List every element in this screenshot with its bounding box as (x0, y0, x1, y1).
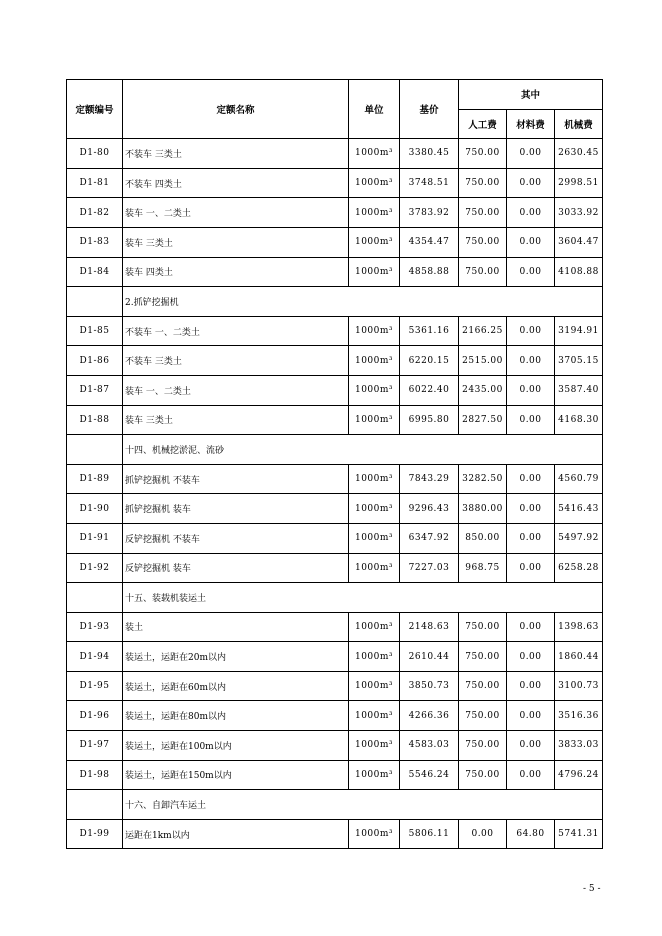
cell-machinery: 4108.88 (555, 257, 603, 287)
cell-labor: 750.00 (459, 612, 507, 642)
header-base-price: 基价 (400, 80, 459, 139)
cell-base-price: 6022.40 (400, 375, 459, 405)
cell-name: 装运土，运距在150m以内 (123, 760, 349, 790)
header-material: 材料费 (507, 109, 555, 139)
table-row (67, 760, 603, 790)
header-code: 定额编号 (67, 80, 123, 139)
cell-labor: 2827.50 (459, 405, 507, 435)
cell-name: 不装车 一、二类土 (123, 316, 349, 346)
cell-code: D1-81 (67, 168, 123, 198)
cell-unit: 1000m³ (349, 819, 400, 849)
cell-material: 0.00 (507, 701, 555, 731)
cell-labor: 3282.50 (459, 464, 507, 494)
cell-code: D1-97 (67, 731, 123, 761)
cell-unit: 1000m³ (349, 464, 400, 494)
table-row (67, 405, 603, 435)
cell-base-price: 7843.29 (400, 464, 459, 494)
cell-machinery: 3194.91 (555, 316, 603, 346)
cell-unit: 1000m³ (349, 227, 400, 257)
cell-name: 运距在1km以内 (123, 819, 349, 849)
table-row (67, 257, 603, 287)
cell-code: D1-85 (67, 316, 123, 346)
section-row (67, 790, 603, 820)
cell-labor: 750.00 (459, 198, 507, 228)
cell-machinery: 3033.92 (555, 198, 603, 228)
cell-code: D1-87 (67, 375, 123, 405)
cell-code: D1-90 (67, 494, 123, 524)
cell-code: D1-98 (67, 760, 123, 790)
cell-base-price: 9296.43 (400, 494, 459, 524)
cell-labor: 750.00 (459, 760, 507, 790)
cell-machinery: 3705.15 (555, 346, 603, 376)
cell-machinery: 3100.73 (555, 671, 603, 701)
cell-labor: 750.00 (459, 168, 507, 198)
cell-material: 0.00 (507, 553, 555, 583)
cell-machinery: 3587.40 (555, 375, 603, 405)
table-row (67, 671, 603, 701)
cell-base-price: 3850.73 (400, 671, 459, 701)
header-of-which: 其中 (459, 80, 603, 110)
cell-machinery: 3833.03 (555, 731, 603, 761)
cell-unit: 1000m³ (349, 316, 400, 346)
cell-base-price: 5361.16 (400, 316, 459, 346)
cell-base-price: 4583.03 (400, 731, 459, 761)
cell-code: D1-86 (67, 346, 123, 376)
cell-labor: 3880.00 (459, 494, 507, 524)
cell-code: D1-83 (67, 227, 123, 257)
cell-material: 0.00 (507, 346, 555, 376)
cell-code: D1-96 (67, 701, 123, 731)
cell-material: 0.00 (507, 760, 555, 790)
cell-material: 0.00 (507, 523, 555, 553)
cell-labor: 2166.25 (459, 316, 507, 346)
cell-unit: 1000m³ (349, 553, 400, 583)
table-header (67, 80, 603, 139)
cell-labor: 750.00 (459, 139, 507, 169)
table-row (67, 701, 603, 731)
table-row (67, 168, 603, 198)
page-number: - 5 - (583, 884, 601, 894)
cell-machinery: 2998.51 (555, 168, 603, 198)
cell-base-price: 6220.15 (400, 346, 459, 376)
cell-base-price: 6995.80 (400, 405, 459, 435)
table-row (67, 198, 603, 228)
cell-base-price: 2610.44 (400, 642, 459, 672)
cell-material: 0.00 (507, 139, 555, 169)
cell-unit: 1000m³ (349, 257, 400, 287)
header-labor: 人工费 (459, 109, 507, 139)
cell-material: 0.00 (507, 642, 555, 672)
cell-code: D1-88 (67, 405, 123, 435)
table-row (67, 375, 603, 405)
table-row (67, 819, 603, 849)
cell-material: 0.00 (507, 375, 555, 405)
cell-material: 0.00 (507, 464, 555, 494)
cell-material: 0.00 (507, 405, 555, 435)
cell-unit: 1000m³ (349, 494, 400, 524)
cell-unit: 1000m³ (349, 731, 400, 761)
cell-labor: 968.75 (459, 553, 507, 583)
cell-name: 装运土，运距在80m以内 (123, 701, 349, 731)
cell-base-price: 4354.47 (400, 227, 459, 257)
cell-machinery: 1860.44 (555, 642, 603, 672)
cell-base-price: 4266.36 (400, 701, 459, 731)
cell-material: 0.00 (507, 671, 555, 701)
table-row (67, 316, 603, 346)
cell-material: 0.00 (507, 198, 555, 228)
cell-unit: 1000m³ (349, 198, 400, 228)
cell-machinery: 3604.47 (555, 227, 603, 257)
cell-unit: 1000m³ (349, 642, 400, 672)
cell-material: 0.00 (507, 316, 555, 346)
section-row (67, 583, 603, 613)
cell-unit: 1000m³ (349, 405, 400, 435)
cell-material: 0.00 (507, 494, 555, 524)
cell-labor: 750.00 (459, 701, 507, 731)
table-row (67, 642, 603, 672)
cell-base-price: 2148.63 (400, 612, 459, 642)
table-row (67, 464, 603, 494)
table-row (67, 227, 603, 257)
table-body (67, 139, 603, 849)
cell-machinery: 3516.36 (555, 701, 603, 731)
cell-machinery: 2630.45 (555, 139, 603, 169)
cell-base-price: 3380.45 (400, 139, 459, 169)
table-row (67, 553, 603, 583)
cell-name: 不装车 三类土 (123, 346, 349, 376)
cell-name: 装运土，运距在20m以内 (123, 642, 349, 672)
cell-labor: 750.00 (459, 731, 507, 761)
cell-material: 0.00 (507, 168, 555, 198)
cell-labor: 750.00 (459, 257, 507, 287)
cell-labor: 750.00 (459, 227, 507, 257)
cell-machinery: 6258.28 (555, 553, 603, 583)
table-row (67, 731, 603, 761)
section-spacer (67, 287, 123, 317)
cell-code: D1-80 (67, 139, 123, 169)
cell-labor: 2435.00 (459, 375, 507, 405)
cell-material: 0.00 (507, 612, 555, 642)
cell-base-price: 3783.92 (400, 198, 459, 228)
cell-base-price: 7227.03 (400, 553, 459, 583)
cell-name: 装车 一、二类土 (123, 375, 349, 405)
cell-labor: 0.00 (459, 819, 507, 849)
header-machinery: 机械费 (555, 109, 603, 139)
cell-code: D1-99 (67, 819, 123, 849)
cell-code: D1-89 (67, 464, 123, 494)
section-row (67, 435, 603, 465)
cell-name: 装车 三类土 (123, 405, 349, 435)
cell-code: D1-95 (67, 671, 123, 701)
cell-code: D1-91 (67, 523, 123, 553)
cell-labor: 2515.00 (459, 346, 507, 376)
cell-name: 不装车 三类土 (123, 139, 349, 169)
table-row (67, 612, 603, 642)
section-spacer (67, 790, 123, 820)
cell-labor: 750.00 (459, 671, 507, 701)
cell-code: D1-92 (67, 553, 123, 583)
cell-machinery: 4796.24 (555, 760, 603, 790)
cell-code: D1-82 (67, 198, 123, 228)
section-title: 2.抓铲挖掘机 (123, 287, 603, 317)
cell-code: D1-93 (67, 612, 123, 642)
cell-unit: 1000m³ (349, 701, 400, 731)
cell-name: 装土 (123, 612, 349, 642)
cell-unit: 1000m³ (349, 612, 400, 642)
cell-unit: 1000m³ (349, 760, 400, 790)
cell-name: 装车 三类土 (123, 227, 349, 257)
cell-material: 0.00 (507, 257, 555, 287)
cell-base-price: 5806.11 (400, 819, 459, 849)
table-row (67, 494, 603, 524)
cell-unit: 1000m³ (349, 346, 400, 376)
table-row (67, 523, 603, 553)
cell-name: 反铲挖掘机 不装车 (123, 523, 349, 553)
section-spacer (67, 583, 123, 613)
cell-name: 装车 四类土 (123, 257, 349, 287)
cell-base-price: 6347.92 (400, 523, 459, 553)
cell-code: D1-94 (67, 642, 123, 672)
cell-material: 0.00 (507, 731, 555, 761)
header-name: 定额名称 (123, 80, 349, 139)
cell-machinery: 5497.92 (555, 523, 603, 553)
cell-unit: 1000m³ (349, 139, 400, 169)
cell-unit: 1000m³ (349, 523, 400, 553)
quota-table (66, 79, 603, 849)
section-row (67, 287, 603, 317)
header-unit: 单位 (349, 80, 400, 139)
cell-name: 反铲挖掘机 装车 (123, 553, 349, 583)
cell-base-price: 5546.24 (400, 760, 459, 790)
cell-name: 抓铲挖掘机 装车 (123, 494, 349, 524)
cell-name: 抓铲挖掘机 不装车 (123, 464, 349, 494)
cell-code: D1-84 (67, 257, 123, 287)
cell-machinery: 4560.79 (555, 464, 603, 494)
cell-base-price: 3748.51 (400, 168, 459, 198)
cell-material: 0.00 (507, 227, 555, 257)
cell-base-price: 4858.88 (400, 257, 459, 287)
cell-machinery: 1398.63 (555, 612, 603, 642)
section-title: 十四、机械挖淤泥、流砂 (123, 435, 603, 465)
table-row (67, 346, 603, 376)
section-title: 十五、装载机装运土 (123, 583, 603, 613)
cell-name: 装运土，运距在60m以内 (123, 671, 349, 701)
cell-unit: 1000m³ (349, 168, 400, 198)
cell-machinery: 4168.30 (555, 405, 603, 435)
cell-name: 不装车 四类土 (123, 168, 349, 198)
cell-material: 64.80 (507, 819, 555, 849)
table-row (67, 139, 603, 169)
cell-name: 装运土，运距在100m以内 (123, 731, 349, 761)
section-title: 十六、自卸汽车运土 (123, 790, 603, 820)
cell-unit: 1000m³ (349, 375, 400, 405)
cell-machinery: 5741.31 (555, 819, 603, 849)
cell-unit: 1000m³ (349, 671, 400, 701)
cell-name: 装车 一、二类土 (123, 198, 349, 228)
cell-labor: 850.00 (459, 523, 507, 553)
section-spacer (67, 435, 123, 465)
cell-machinery: 5416.43 (555, 494, 603, 524)
cell-labor: 750.00 (459, 642, 507, 672)
